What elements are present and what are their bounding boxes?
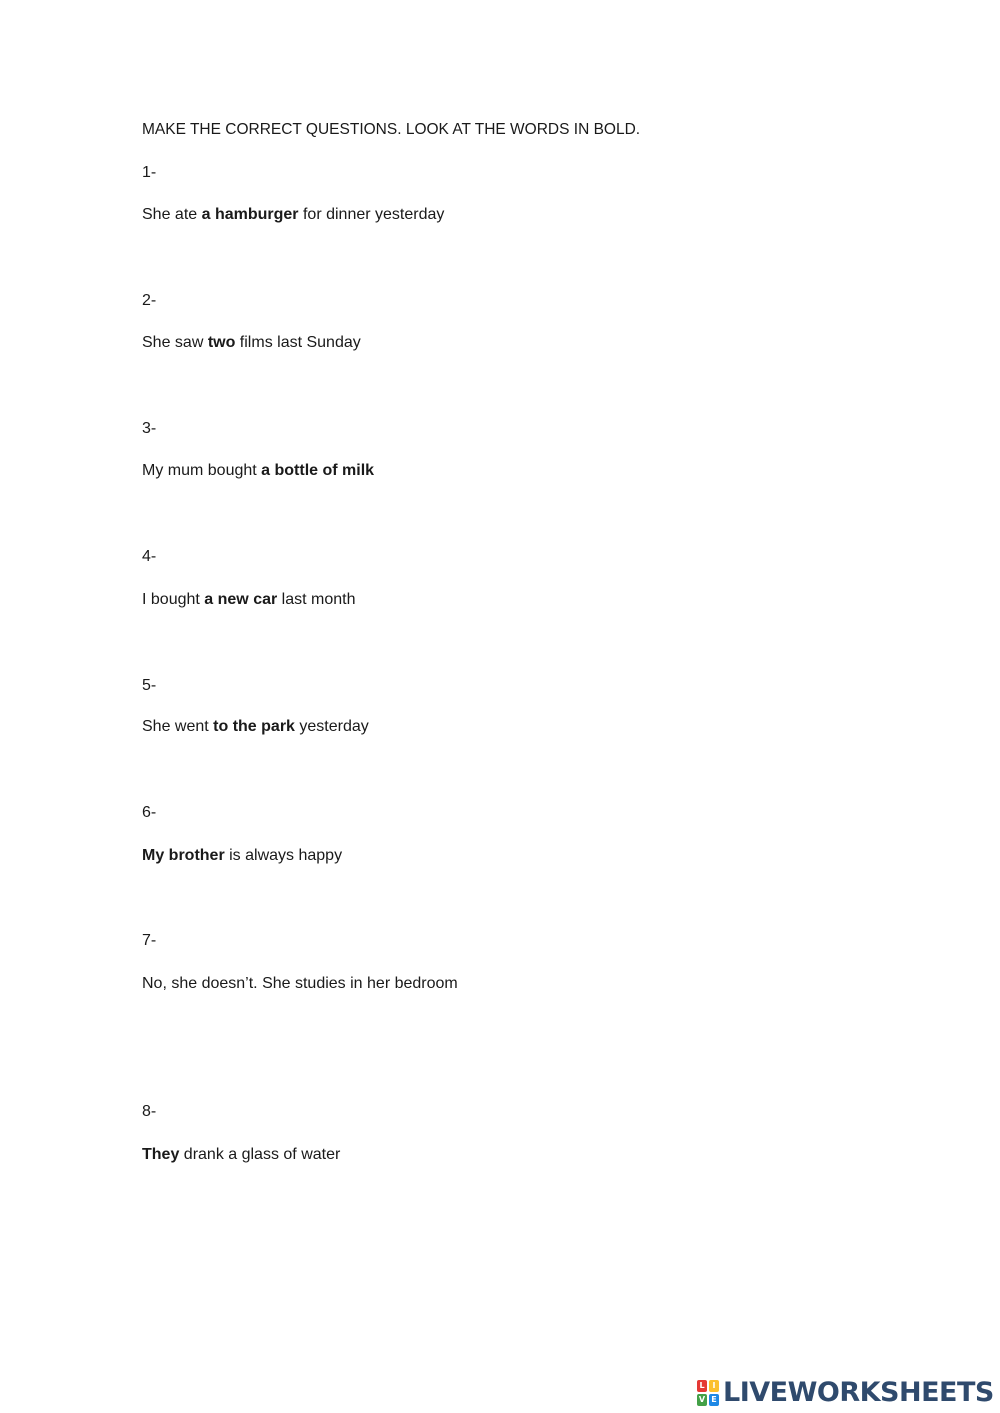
item-4-number: 4- — [142, 548, 157, 565]
item-1-sentence: She ate a hamburger for dinner yesterday — [142, 206, 445, 223]
liveworksheets-icon: L I V E — [697, 1378, 721, 1408]
item-8-sentence: They drank a glass of water — [142, 1146, 341, 1163]
item-5-sentence: She went to the park yesterday — [142, 718, 369, 735]
item-1-number: 1- — [142, 164, 157, 181]
item-3-number: 3- — [142, 420, 157, 437]
liveworksheets-logo — [697, 1377, 994, 1409]
item-8-number: 8- — [142, 1103, 157, 1120]
item-6-number: 6- — [142, 804, 157, 821]
liveworksheets-wordmark: LIVEWORKSHEETS — [723, 1377, 994, 1408]
item-4-sentence: I bought a new car last month — [142, 591, 356, 608]
item-5-number: 5- — [142, 677, 157, 694]
worksheet-title: MAKE THE CORRECT QUESTIONS. LOOK AT THE WORDS IN BOLD. — [142, 121, 641, 138]
item-2-number: 2- — [142, 292, 157, 309]
item-3-sentence: My mum bought a bottle of milk — [142, 462, 375, 479]
item-6-sentence: My brother is always happy — [142, 847, 343, 864]
item-7-number: 7- — [142, 932, 157, 949]
item-7-sentence: No, she doesn’t. She studies in her bedroom — [142, 975, 458, 992]
item-2-sentence: She saw two films last Sunday — [142, 334, 361, 351]
